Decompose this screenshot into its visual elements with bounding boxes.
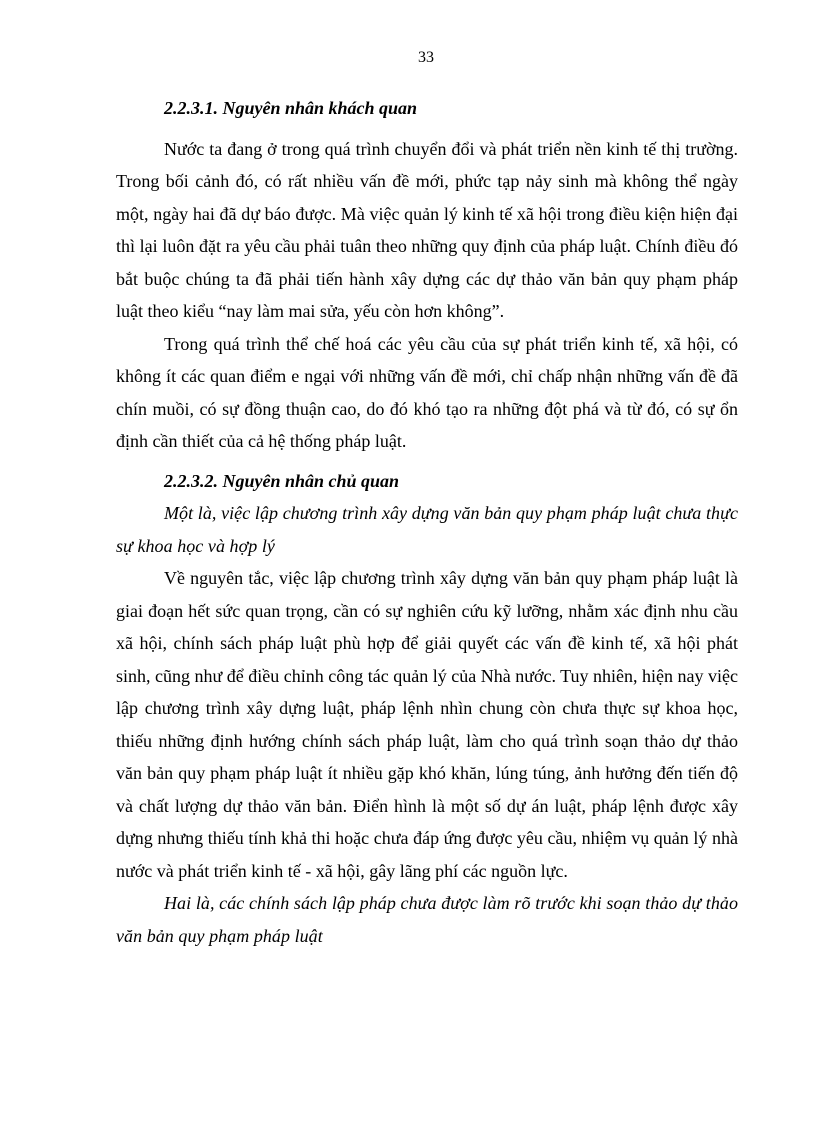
paragraph-objective-1: Nước ta đang ở trong quá trình chuyển đổi và phát triển nền kinh tế thị trường. Trong bối cảnh đó, có rất nhiều vấn đề mới, phức tạp nảy sinh mà không thể ngày một, ngày hai đã dự báo được. Mà việc quản lý kinh tế xã hội trong điều kiện hiện đại thì lại luôn đặt ra yêu cầu phải tuân theo những quy định của pháp luật. Chính điều đó bắt buộc chúng ta đã phải tiến hành xây dựng các dự thảo văn bản quy phạm pháp luật theo kiểu “nay làm mai sửa, yếu còn hơn không”. [116,138,738,321]
document-body [116,92,738,952]
page-number: 33 [418,49,434,66]
item-two-title: Hai là, các chính sách lập pháp chưa được làm rõ trước khi soạn thảo dự thảo văn bản quy phạm pháp luật [116,893,738,946]
item-one-body: Về nguyên tắc, việc lập chương trình xây dựng văn bản quy phạm pháp luật là giai đoạn hết sức quan trọng, cần có sự nghiên cứu kỹ lưỡng, nhằm xác định nhu cầu xã hội, chính sách pháp luật phù hợp để giải quyết các vấn đề kinh tế, xã hội phát sinh, cũng như để điều chỉnh công tác quản lý của Nhà nước. Tuy nhiên, hiện nay việc lập chương trình xây dựng luật, pháp lệnh nhìn chung còn chưa thực sự khoa học, thiếu những định hướng chính sách pháp luật, làm cho quá trình soạn thảo dự thảo văn bản quy phạm pháp luật ít nhiều gặp khó khăn, lúng túng, ảnh hưởng đến tiến độ và chất lượng dự thảo văn bản. Điển hình là một số dự án luật, pháp lệnh được xây dựng nhưng thiếu tính khả thi hoặc chưa đáp ứng được yêu cầu, nhiệm vụ quản lý nhà nước và phát triển kinh tế - xã hội, gây lãng phí các nguồn lực. [116,568,738,881]
section-heading-objective-causes: 2.2.3.1. Nguyên nhân khách quan [164,98,418,118]
paragraph-objective-2: Trong quá trình thể chế hoá các yêu cầu của sự phát triển kinh tế, xã hội, có không ít các quan điểm e ngại với những vấn đề mới, chỉ chấp nhận những vấn đề đã chín muồi, có sự đồng thuận cao, do đó khó tạo ra những đột phá và từ đó, có sự ổn định cần thiết của cả hệ thống pháp luật. [116,333,738,451]
item-one-title: Một là, việc lập chương trình xây dựng văn bản quy phạm pháp luật chưa thực sự khoa học và hợp lý [116,503,738,556]
section-heading-subjective-causes: 2.2.3.2. Nguyên nhân chủ quan [164,470,400,491]
